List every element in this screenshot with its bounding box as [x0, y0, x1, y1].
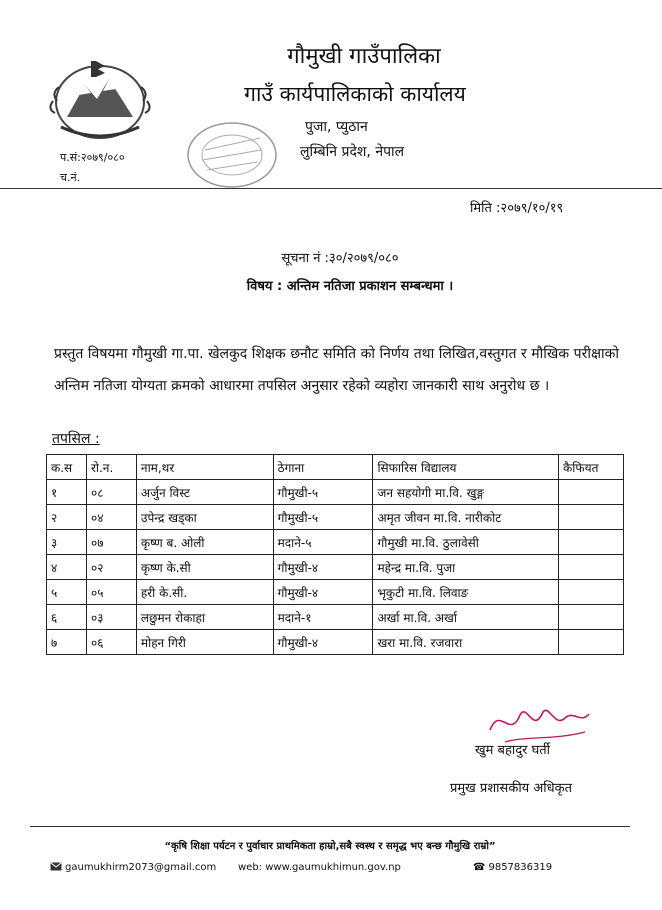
office-name: गौमुखी गाउँपालिका [287, 44, 441, 69]
table-cell: ०८ [86, 480, 136, 505]
address-line-1: पुजा, प्युठान [305, 119, 368, 135]
table-cell [559, 555, 624, 580]
table-cell: उपेन्द्र खड्का [136, 505, 273, 530]
reference-number: प.सं:२०७९/०८० [60, 151, 125, 164]
table-cell: गौमुखी-४ [273, 555, 373, 580]
table-cell [559, 630, 624, 655]
column-header: ठेगाना [273, 455, 373, 480]
table-cell: कृष्ण ब. ओली [136, 530, 273, 555]
phone-icon: ☎ [473, 862, 486, 873]
table-row [47, 580, 624, 605]
table-cell: ७ [47, 630, 87, 655]
table-row [47, 505, 624, 530]
email-text: gaumukhirm2073@gmail.com [65, 862, 217, 873]
table-row [47, 530, 624, 555]
table-cell: गौमुखी-५ [273, 505, 373, 530]
signatory-title: प्रमुख प्रशासकीय अधिकृत [450, 781, 573, 796]
table-row [47, 555, 624, 580]
footer-phone[interactable] [473, 862, 552, 873]
table-row [47, 605, 624, 630]
dispatch-number: च.नं. [60, 171, 81, 184]
table-cell [559, 480, 624, 505]
footer-email[interactable] [50, 862, 216, 873]
column-header: नाम,थर [136, 455, 273, 480]
table-cell: ०३ [86, 605, 136, 630]
table-cell: महेन्द्र मा.वि. पुजा [373, 555, 559, 580]
table-cell [559, 580, 624, 605]
table-cell: ०७ [86, 530, 136, 555]
table-cell: गौमुखी मा.वि. ठुलावेसी [373, 530, 559, 555]
table-cell [559, 505, 624, 530]
table-cell: हरी के.सी. [136, 580, 273, 605]
footer-divider [30, 826, 630, 827]
table-cell: गौमुखी-४ [273, 630, 373, 655]
table-cell: ०४ [86, 505, 136, 530]
tapasil-label: तपसिल : [52, 431, 100, 447]
table-cell: अर्जुन विस्ट [136, 480, 273, 505]
table-cell: लछुमन रोकाहा [136, 605, 273, 630]
table-cell: मदाने-१ [273, 605, 373, 630]
column-header: कैफियत [559, 455, 624, 480]
table-cell: अर्खा मा.वि. अर्खा [373, 605, 559, 630]
letter-date: मिति :२०७९/१०/१९ [470, 201, 564, 216]
table-cell: मदाने-५ [273, 530, 373, 555]
table-cell: ०५ [86, 580, 136, 605]
table-cell: खरा मा.वि. रजवारा [373, 630, 559, 655]
column-header: सिफारिस विद्यालय [373, 455, 559, 480]
phone-text: 9857836319 [488, 862, 553, 873]
table-cell: जन सहयोगी मा.वि. खुङ्ग [373, 480, 559, 505]
envelope-icon [50, 862, 62, 871]
office-stamp [185, 120, 280, 190]
office-subtitle: गाउँ कार्यपालिकाको कार्यालय [244, 82, 466, 106]
table-cell: ०२ [86, 555, 136, 580]
footer-website[interactable]: web: www.gaumukhimun.gov.np [238, 862, 401, 873]
table-cell: १ [47, 480, 87, 505]
table-row [47, 630, 624, 655]
signatory-name: खुम बहादुर घर्ती [475, 743, 551, 758]
notice-number: सूचना नं :३०/२०७९/०८० [281, 251, 399, 266]
table-cell: ६ [47, 605, 87, 630]
table-cell: मोहन गिरी [136, 630, 273, 655]
subject-line: विषय : अन्तिम नतिजा प्रकाशन सम्बन्धमा । [246, 279, 454, 294]
column-header: रो.न. [86, 455, 136, 480]
nepal-emblem-logo [45, 55, 155, 145]
table-cell: अमृत जीवन मा.वि. नारीकोट [373, 505, 559, 530]
table-cell: भृकुटी मा.वि. लिवाङ [373, 580, 559, 605]
column-header: क.स [47, 455, 87, 480]
table-cell: ५ [47, 580, 87, 605]
table-cell [559, 530, 624, 555]
table-header-row [47, 455, 624, 480]
body-paragraph: प्रस्तुत विषयमा गौमुखी गा.पा. खेलकुद शिक्षक छनौट समिति को निर्णय तथा लिखित,वस्तुगत र मौखिक परीक्षाको अन्तिम नतिजा योग्यता क्रमको आधारमा तपसिल अनुसार रहेको व्यहोरा जानकारी साथ अनुरोध छ । [54, 346, 619, 394]
table-cell: कृष्ण के.सी [136, 555, 273, 580]
address-line-2: लुम्बिनि प्रदेश, नेपाल [300, 144, 405, 160]
table-cell: २ [47, 505, 87, 530]
table-row [47, 480, 624, 505]
table-cell: गौमुखी-४ [273, 580, 373, 605]
header-divider [0, 188, 662, 189]
table-cell: ३ [47, 530, 87, 555]
result-table [46, 454, 624, 655]
table-cell: ४ [47, 555, 87, 580]
table-cell: ०६ [86, 630, 136, 655]
table-cell: गौमुखी-५ [273, 480, 373, 505]
table-cell [559, 605, 624, 630]
footer-motto: “कृषि शिक्षा पर्यटन र पुर्वाधार प्राथमिकता हाम्रो,सबै स्वस्थ र समृद्ध भए बन्छ गौमुखि राम्रो” [164, 841, 496, 852]
